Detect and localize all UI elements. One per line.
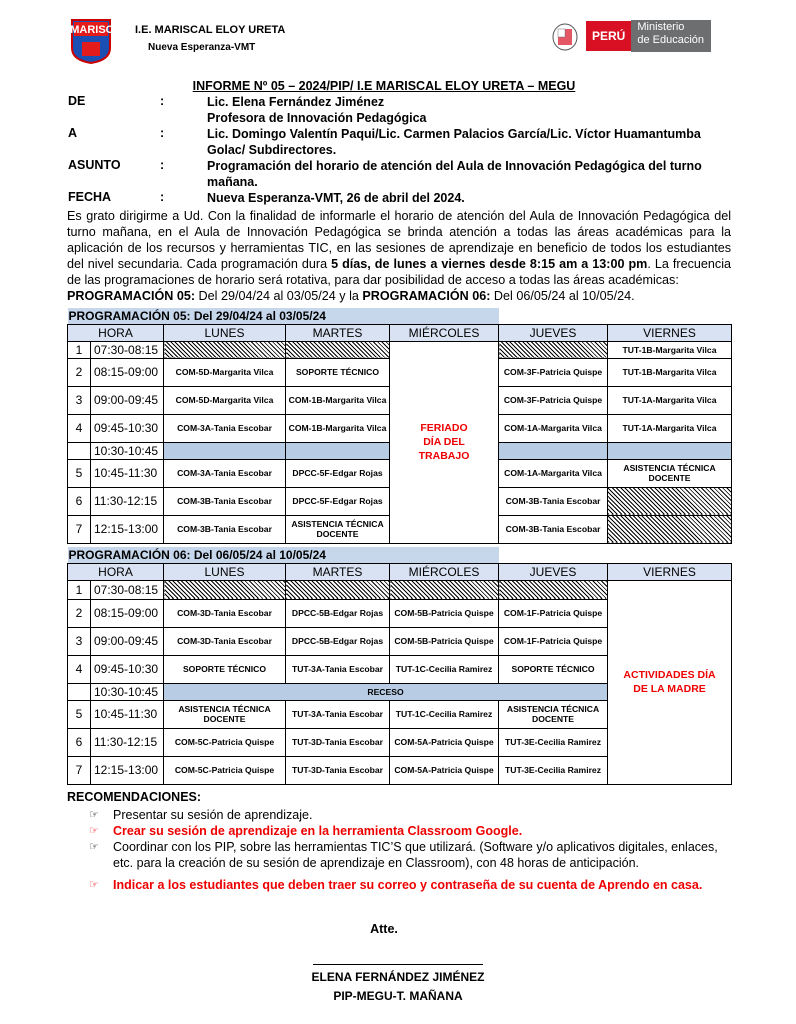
table-cell: COM-3F-Patricia Quispe	[499, 358, 608, 386]
signer-role: PIP-MEGU-T. MAÑANA	[333, 989, 463, 1003]
logo-text: I E MARISCAL	[53, 24, 129, 36]
table-cell: 07:30-08:15	[91, 580, 164, 599]
meta-key: A	[68, 126, 78, 140]
table-cell: TUT-1B-Margarita Vilca	[608, 358, 732, 386]
signer-name: ELENA FERNÁNDEZ JIMÉNEZ	[311, 970, 485, 984]
closing-atte: Atte.	[370, 922, 398, 936]
body-paragraph	[67, 208, 731, 304]
recommendation-text: Crear su sesión de aprendizaje en la herramienta Classroom Google.	[113, 824, 523, 838]
table-cell: SOPORTE TÉCNICO	[164, 655, 286, 683]
table-row	[68, 341, 732, 358]
table-cell: TUT-1B-Margarita Vilca	[608, 341, 732, 358]
table-cell: 09:00-09:45	[91, 627, 164, 655]
table-cell: 10:45-11:30	[91, 700, 164, 728]
meta-key: ASUNTO	[68, 158, 121, 172]
meta-colon: :	[160, 126, 165, 140]
table-cell: TUT-3A-Tania Escobar	[286, 655, 390, 683]
header-cell: LUNES	[164, 563, 286, 580]
header-cell: LUNES	[164, 324, 286, 341]
header-cell: HORA	[68, 324, 164, 341]
table-cell: TUT-1C-Cecilia Ramirez	[390, 655, 499, 683]
schedule-table-06	[67, 547, 732, 785]
school-place: Nueva Esperanza-VMT	[148, 42, 256, 53]
table-cell: 4	[68, 414, 91, 442]
table-cell	[608, 515, 732, 543]
table-cell: 2	[68, 358, 91, 386]
table-cell: 1	[68, 580, 91, 599]
table-cell: 5	[68, 459, 91, 487]
table-cell: TUT-3E-Cecilia Ramirez	[499, 756, 608, 784]
table-cell: COM-1B-Margarita Vilca	[286, 414, 390, 442]
table-cell: 3	[68, 627, 91, 655]
table-cell: COM-5D-Margarita Vilca	[164, 386, 286, 414]
table-cell	[608, 487, 732, 515]
table-cell: 11:30-12:15	[91, 728, 164, 756]
table-cell: SOPORTE TÉCNICO	[499, 655, 608, 683]
table-cell: TUT-3A-Tania Escobar	[286, 700, 390, 728]
table-cell: TUT-1A-Margarita Vilca	[608, 386, 732, 414]
school-name: I.E. MARISCAL ELOY URETA	[135, 24, 286, 36]
table-cell: COM-5C-Patricia Quispe	[164, 728, 286, 756]
meta-value: Lic. Elena Fernández Jiménez Profesora de Innovación Pedagógica	[207, 95, 427, 125]
table-cell: 07:30-08:15	[91, 341, 164, 358]
recess-cell: RECESO	[164, 683, 608, 700]
prog05-label: PROGRAMACIÓN 05:	[67, 289, 196, 303]
header-cell: JUEVES	[499, 324, 608, 341]
table-cell: ASISTENCIA TÉCNICA DOCENTE	[499, 700, 608, 728]
table-cell: TUT-1C-Cecilia Ramirez	[390, 700, 499, 728]
table-cell	[499, 580, 608, 599]
table-cell: 6	[68, 487, 91, 515]
table-cell	[286, 442, 390, 459]
table-cell: 4	[68, 655, 91, 683]
table-cell	[499, 341, 608, 358]
header-cell: MIÉRCOLES	[390, 563, 499, 580]
prog05-range: Del 29/04/24 al 03/05/24 y la	[195, 289, 363, 303]
table-cell: TUT-3D-Tania Escobar	[286, 756, 390, 784]
pointing-hand-icon: ☞	[89, 879, 99, 891]
recommendations-title: RECOMENDACIONES:	[67, 790, 202, 804]
school-logo	[53, 18, 129, 64]
table-cell: COM-5B-Patricia Quispe	[390, 599, 499, 627]
header-cell: HORA	[68, 563, 164, 580]
ministry-badge	[631, 20, 711, 52]
table-cell: 08:15-09:00	[91, 599, 164, 627]
pointing-hand-icon: ☞	[89, 841, 99, 853]
table-cell: TUT-1A-Margarita Vilca	[608, 414, 732, 442]
table-cell: COM-3B-Tania Escobar	[164, 515, 286, 543]
table-cell: DPCC-5F-Edgar Rojas	[286, 487, 390, 515]
table-cell	[68, 442, 91, 459]
meta-value: Programación del horario de atención del Aula de Innovación Pedagógica del turno mañana.	[207, 159, 702, 189]
table-cell: 11:30-12:15	[91, 487, 164, 515]
table-cell	[164, 580, 286, 599]
recommendation-item	[89, 807, 735, 823]
table-cell: DPCC-5B-Edgar Rojas	[286, 599, 390, 627]
peru-shield-icon	[548, 20, 582, 52]
table-cell	[164, 341, 286, 358]
table-cell: TUT-3D-Tania Escobar	[286, 728, 390, 756]
table-cell: DPCC-5F-Edgar Rojas	[286, 459, 390, 487]
table-cell: COM-1F-Patricia Quispe	[499, 599, 608, 627]
table-cell: SOPORTE TÉCNICO	[286, 358, 390, 386]
meta-key: DE	[68, 94, 86, 108]
table-cell	[390, 580, 499, 599]
table-cell: 12:15-13:00	[91, 756, 164, 784]
table-cell: 5	[68, 700, 91, 728]
recommendation-text: Coordinar con los PIP, sobre las herramientas TIC’S que utilizará. (Software y/o aplicativos digitales, enlaces, etc. para la creación de su sesión de aprendizaje en Classroom), con 48 horas de anticipación.	[113, 840, 718, 870]
table-cell: COM-5A-Patricia Quispe	[390, 756, 499, 784]
table-cell: COM-1A-Margarita Vilca	[499, 459, 608, 487]
table-row	[68, 580, 732, 599]
prog06-range: Del 06/05/24 al 10/05/24.	[490, 289, 635, 303]
recommendation-text: Indicar a los estudiantes que deben traer su correo y contraseña de su cuenta de Aprendo en casa.	[113, 878, 703, 892]
table-cell: COM-1A-Margarita Vilca	[499, 414, 608, 442]
table-cell	[286, 580, 390, 599]
meta-key: FECHA	[68, 190, 112, 204]
ministry-logo	[548, 20, 711, 52]
table-cell: 09:00-09:45	[91, 386, 164, 414]
holiday-cell: FERIADO DÍA DEL TRABAJO	[390, 341, 499, 543]
table-cell: DPCC-5B-Edgar Rojas	[286, 627, 390, 655]
body-text-2: . La frecuencia de las programaciones de horario será rotativa, para dar posibilidad de acceso a todas las áreas académicas:	[67, 257, 731, 287]
schedule-table-05	[67, 308, 732, 544]
table-cell: 09:45-10:30	[91, 414, 164, 442]
body-text-bold: 5 días, de lunes a viernes desde 8:15 am a 13:00 pm	[331, 257, 648, 271]
table-header-row	[68, 324, 732, 341]
header-cell: MARTES	[286, 324, 390, 341]
body-text-1: Es grato dirigirme a Ud. Con la finalidad de informarle el horario de atención del Aula de Innovación Pedagógica del turno mañana, en el Aula de Innovación Pedagógica se brinda atención a todas las áreas académicas para la aplicación de los recursos y herramientas TIC, en las sesiones de aprendizaje en beneficio de todos los estudiantes del nivel secundaria. Cada programación dura	[67, 209, 731, 271]
peru-badge: PERÚ	[586, 21, 631, 51]
recommendation-item	[89, 823, 735, 839]
table-cell: COM-5C-Patricia Quispe	[164, 756, 286, 784]
table-cell: COM-5B-Patricia Quispe	[390, 627, 499, 655]
table-cell: COM-3F-Patricia Quispe	[499, 386, 608, 414]
table-cell: 7	[68, 515, 91, 543]
table-cell: COM-5D-Margarita Vilca	[164, 358, 286, 386]
report-title: INFORME Nº 05 – 2024/PIP/ I.E MARISCAL ELOY URETA – MEGU	[192, 79, 576, 93]
table-cell: COM-3B-Tania Escobar	[164, 487, 286, 515]
table-cell: 12:15-13:00	[91, 515, 164, 543]
table-cell: COM-1B-Margarita Vilca	[286, 386, 390, 414]
table-cell: 7	[68, 756, 91, 784]
table-cell: 08:15-09:00	[91, 358, 164, 386]
table-cell: COM-3D-Tania Escobar	[164, 627, 286, 655]
table06-subtitle: PROGRAMACIÓN 06: Del 06/05/24 al 10/05/24	[68, 547, 499, 563]
signature-line	[313, 964, 483, 965]
ministry-line2: de Educación	[637, 34, 705, 46]
meta-value: Lic. Domingo Valentín Paqui/Lic. Carmen Palacios García/Lic. Víctor Huamantumba Golac/ Subdirectores.	[207, 127, 701, 157]
table-cell: COM-3A-Tania Escobar	[164, 414, 286, 442]
table-cell: ASISTENCIA TÉCNICA DOCENTE	[608, 459, 732, 487]
table-cell: 2	[68, 599, 91, 627]
table-cell: 10:30-10:45	[91, 683, 164, 700]
table-cell	[499, 442, 608, 459]
table-cell: COM-3B-Tania Escobar	[499, 515, 608, 543]
table-cell	[608, 442, 732, 459]
table-cell: 6	[68, 728, 91, 756]
table-cell: 1	[68, 341, 91, 358]
special-activity-cell: ACTIVIDADES DÍA DE LA MADRE	[608, 580, 732, 784]
recommendation-item	[89, 839, 735, 877]
table-cell: ASISTENCIA TÉCNICA DOCENTE	[286, 515, 390, 543]
recommendation-text: Presentar su sesión de aprendizaje.	[113, 808, 313, 822]
table-cell: ASISTENCIA TÉCNICA DOCENTE	[164, 700, 286, 728]
table05-subtitle: PROGRAMACIÓN 05: Del 29/04/24 al 03/05/24	[68, 308, 499, 324]
header-cell: JUEVES	[499, 563, 608, 580]
table-cell: COM-3D-Tania Escobar	[164, 599, 286, 627]
table-cell: COM-3B-Tania Escobar	[499, 487, 608, 515]
header-cell: VIERNES	[608, 563, 732, 580]
pointing-hand-icon: ☞	[89, 825, 99, 837]
meta-colon: :	[160, 158, 165, 172]
table-cell	[68, 683, 91, 700]
meta-value: Nueva Esperanza-VMT, 26 de abril del 2024.	[207, 191, 465, 205]
recommendation-item	[89, 877, 735, 893]
meta-colon: :	[160, 190, 165, 204]
ministry-line1: Ministerio	[637, 21, 685, 33]
pointing-hand-icon: ☞	[89, 809, 99, 821]
meta-colon: :	[160, 94, 165, 108]
table-cell: 09:45-10:30	[91, 655, 164, 683]
header-cell: VIERNES	[608, 324, 732, 341]
table-cell	[286, 341, 390, 358]
header-cell: MARTES	[286, 563, 390, 580]
table-cell: COM-5A-Patricia Quispe	[390, 728, 499, 756]
table-cell: COM-3A-Tania Escobar	[164, 459, 286, 487]
table-header-row	[68, 563, 732, 580]
table-cell: 3	[68, 386, 91, 414]
table-cell: 10:30-10:45	[91, 442, 164, 459]
header-cell: MIÉRCOLES	[390, 324, 499, 341]
table-cell	[164, 442, 286, 459]
table-cell: TUT-3E-Cecilia Ramirez	[499, 728, 608, 756]
table-cell: 10:45-11:30	[91, 459, 164, 487]
prog06-label: PROGRAMACIÓN 06:	[362, 289, 491, 303]
table-cell: COM-1F-Patricia Quispe	[499, 627, 608, 655]
